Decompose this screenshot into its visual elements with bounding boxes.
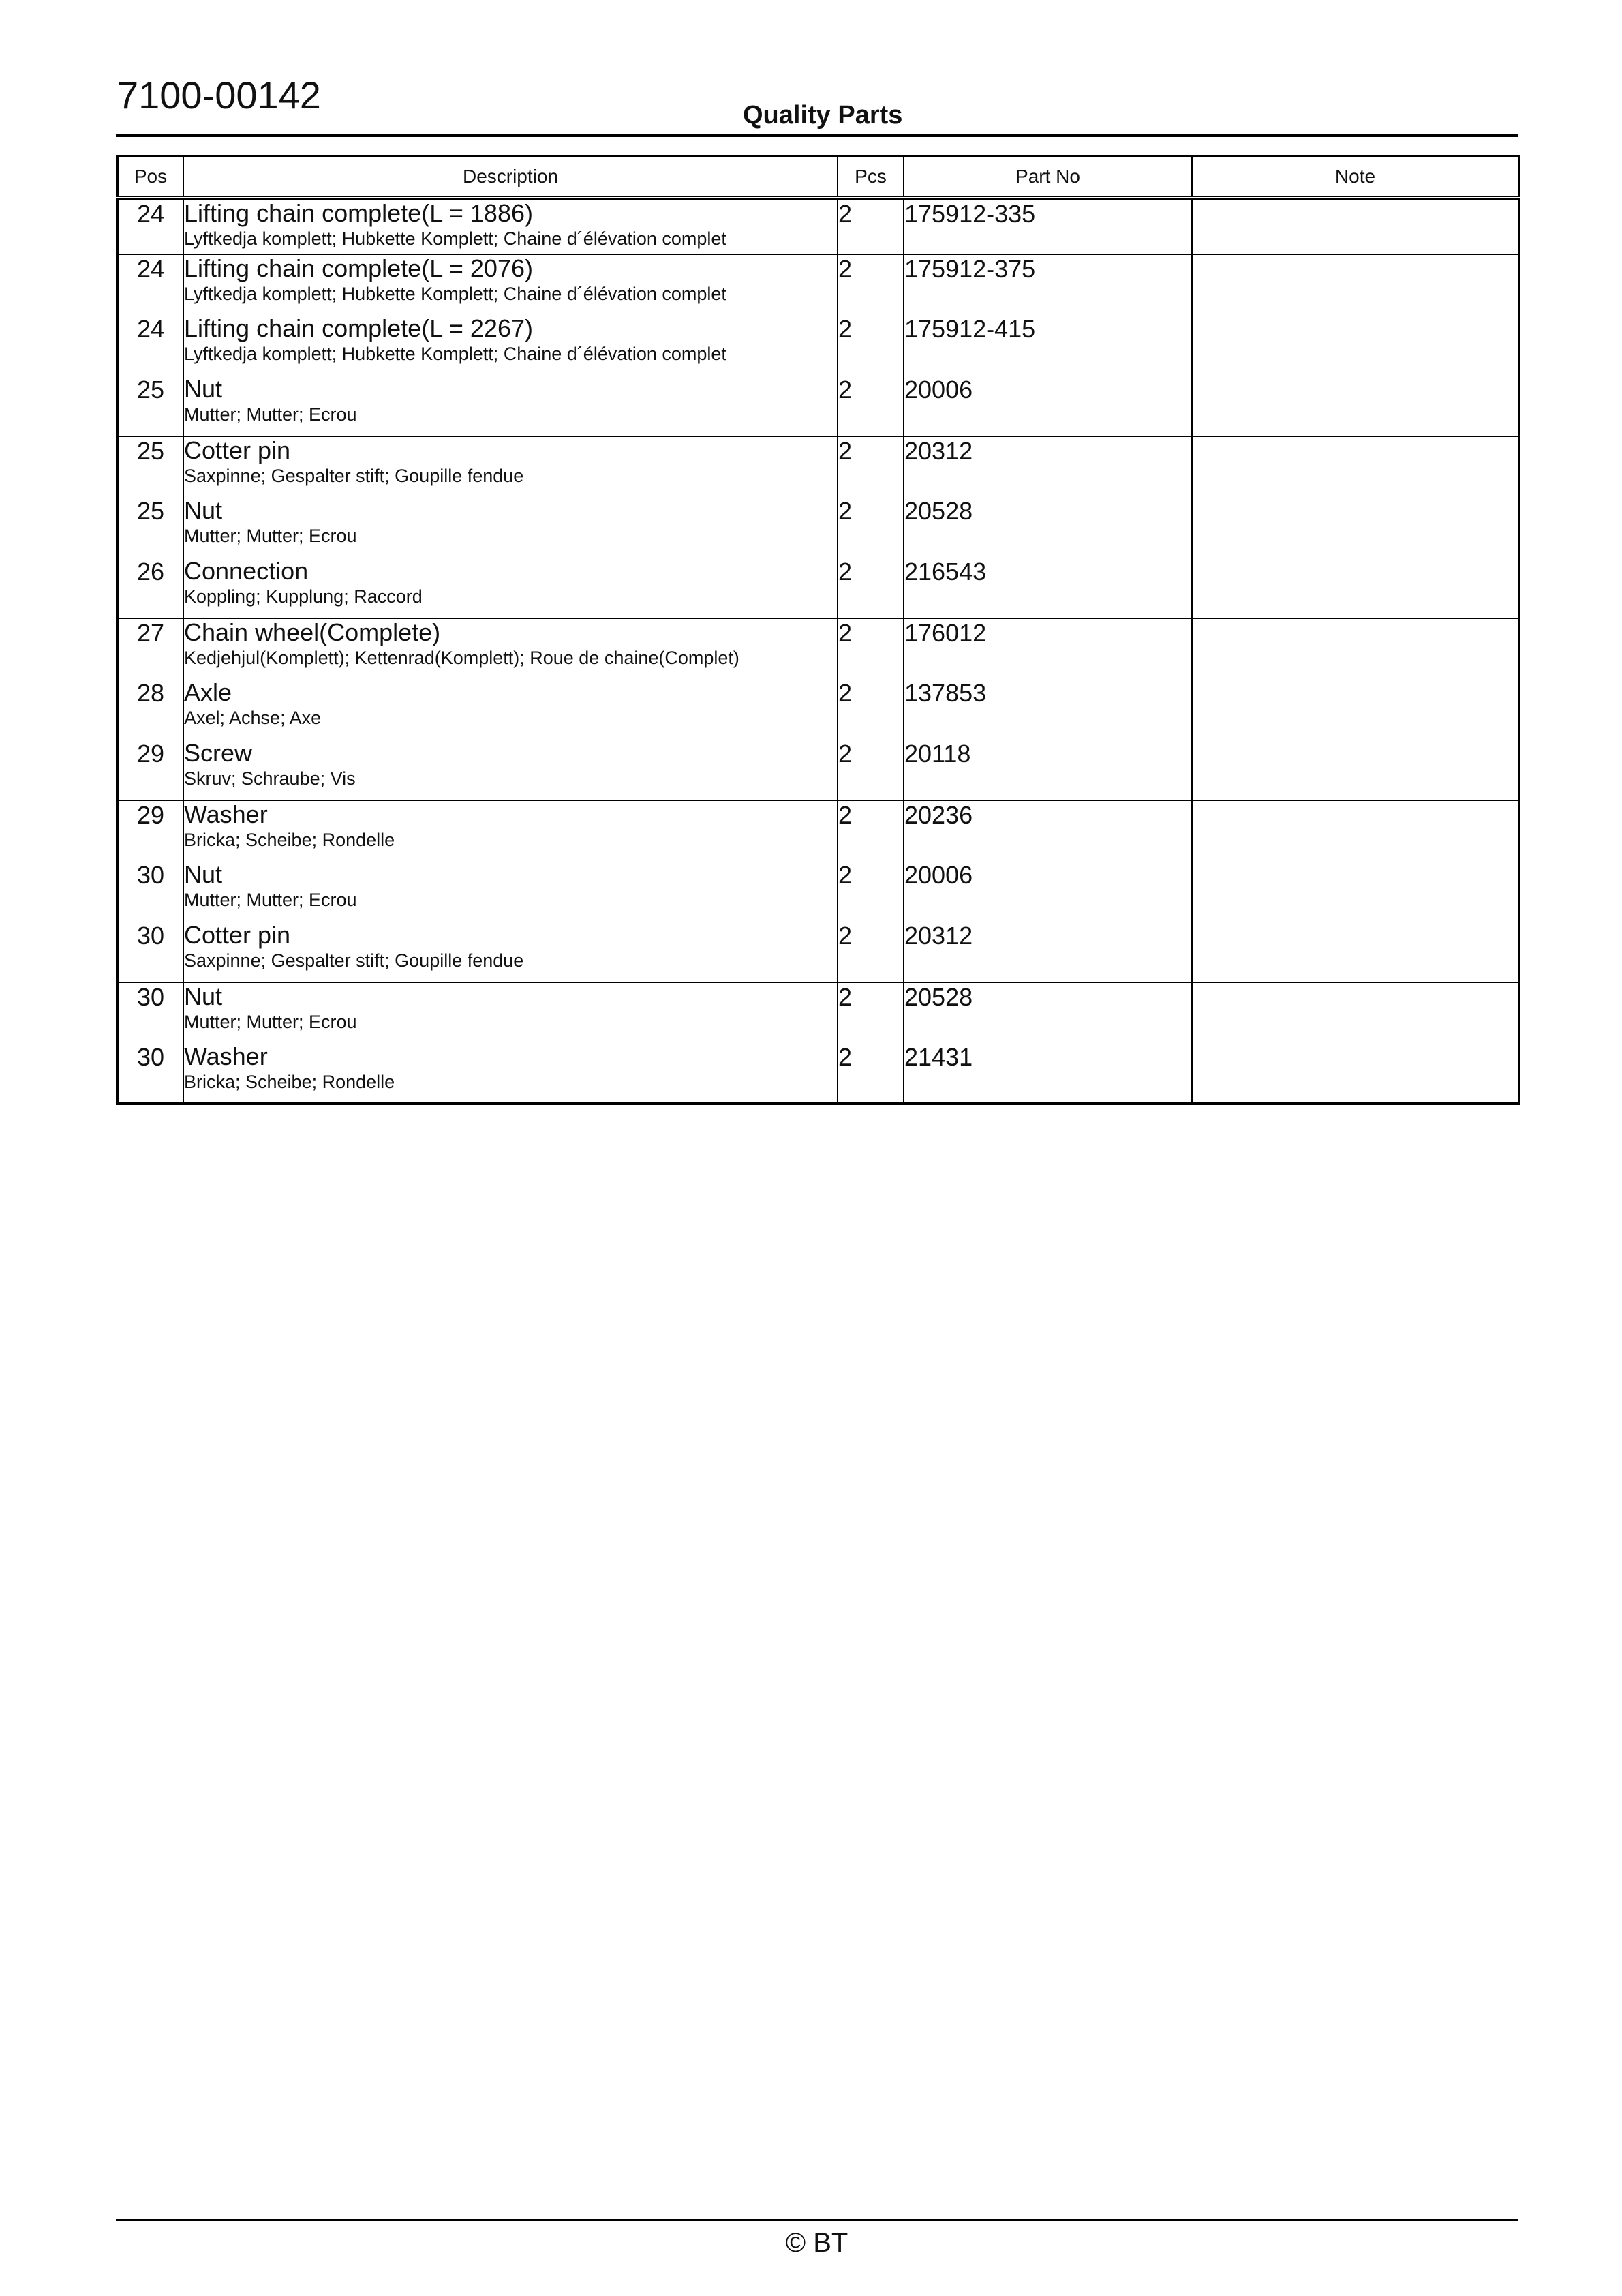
part-name: Nut xyxy=(184,982,223,1010)
pos-cell: 26 xyxy=(117,558,183,618)
note-cell xyxy=(1192,436,1519,497)
part-name: Cotter pin xyxy=(184,921,291,949)
note-cell xyxy=(1192,982,1519,1043)
part-translation: Lyftkedja komplett; Hubkette Komplett; Chaine d´élévation complet xyxy=(184,228,726,249)
part-number-cell: 175912-415 xyxy=(904,315,1192,376)
parts-table xyxy=(116,155,1520,1105)
part-name: Axle xyxy=(184,678,232,706)
pos-cell: 25 xyxy=(117,436,183,497)
part-number-cell: 216543 xyxy=(904,558,1192,618)
description-cell xyxy=(183,436,838,497)
note-cell xyxy=(1192,254,1519,315)
part-translation: Lyftkedja komplett; Hubkette Komplett; Chaine d´élévation complet xyxy=(184,284,726,304)
pos-cell: 24 xyxy=(117,315,183,376)
part-name: Screw xyxy=(184,739,253,767)
part-name: Nut xyxy=(184,860,223,888)
pcs-cell: 2 xyxy=(838,436,904,497)
description-cell xyxy=(183,861,838,922)
pcs-cell: 2 xyxy=(838,740,904,800)
part-name: Lifting chain complete(L = 2076) xyxy=(184,254,533,282)
part-translation: Bricka; Scheibe; Rondelle xyxy=(184,1072,395,1092)
table-row xyxy=(117,558,1519,618)
pos-cell: 30 xyxy=(117,922,183,982)
pos-cell: 24 xyxy=(117,254,183,315)
parts-table-body xyxy=(117,198,1519,1104)
part-number-cell: 20312 xyxy=(904,436,1192,497)
part-translation: Saxpinne; Gespalter stift; Goupille fendue xyxy=(184,950,524,971)
pos-cell: 30 xyxy=(117,861,183,922)
copyright-footer: © BT xyxy=(785,2228,848,2258)
part-number-cell: 20528 xyxy=(904,982,1192,1043)
description-cell xyxy=(183,922,838,982)
note-cell xyxy=(1192,679,1519,740)
description-cell xyxy=(183,800,838,861)
part-translation: Kedjehjul(Komplett); Kettenrad(Komplett); Roue de chaine(Complet) xyxy=(184,648,739,668)
note-cell xyxy=(1192,558,1519,618)
part-number-cell: 137853 xyxy=(904,679,1192,740)
part-number-cell: 21431 xyxy=(904,1043,1192,1104)
note-cell xyxy=(1192,198,1519,254)
part-translation: Lyftkedja komplett; Hubkette Komplett; Chaine d´élévation complet xyxy=(184,344,726,364)
part-number-cell: 20118 xyxy=(904,740,1192,800)
document-number: 7100-00142 xyxy=(117,74,321,117)
pcs-cell: 2 xyxy=(838,982,904,1043)
part-name: Chain wheel(Complete) xyxy=(184,618,441,646)
pcs-cell: 2 xyxy=(838,254,904,315)
table-row xyxy=(117,679,1519,740)
note-cell xyxy=(1192,740,1519,800)
column-header-note: Note xyxy=(1192,156,1519,198)
description-cell xyxy=(183,315,838,376)
note-cell xyxy=(1192,376,1519,436)
pcs-cell: 2 xyxy=(838,800,904,861)
table-row xyxy=(117,376,1519,436)
pcs-cell: 2 xyxy=(838,861,904,922)
part-translation: Mutter; Mutter; Ecrou xyxy=(184,1012,357,1032)
note-cell xyxy=(1192,1043,1519,1104)
description-cell xyxy=(183,679,838,740)
part-number-cell: 20236 xyxy=(904,800,1192,861)
table-row xyxy=(117,618,1519,679)
part-translation: Saxpinne; Gespalter stift; Goupille fendue xyxy=(184,466,524,486)
pcs-cell: 2 xyxy=(838,558,904,618)
description-cell xyxy=(183,198,838,254)
note-cell xyxy=(1192,618,1519,679)
pcs-cell: 2 xyxy=(838,679,904,740)
pcs-cell: 2 xyxy=(838,497,904,558)
pcs-cell: 2 xyxy=(838,618,904,679)
note-cell xyxy=(1192,800,1519,861)
pcs-cell: 2 xyxy=(838,315,904,376)
description-cell xyxy=(183,982,838,1043)
part-translation: Mutter; Mutter; Ecrou xyxy=(184,526,357,546)
table-row xyxy=(117,254,1519,315)
footer-divider xyxy=(116,2219,1518,2221)
table-row xyxy=(117,800,1519,861)
column-header-part-no: Part No xyxy=(904,156,1192,198)
part-name: Nut xyxy=(184,375,223,403)
header-divider xyxy=(116,134,1518,137)
description-cell xyxy=(183,618,838,679)
note-cell xyxy=(1192,922,1519,982)
pcs-cell: 2 xyxy=(838,922,904,982)
table-row xyxy=(117,1043,1519,1104)
description-cell xyxy=(183,497,838,558)
table-row xyxy=(117,497,1519,558)
part-name: Cotter pin xyxy=(184,436,291,464)
part-translation: Koppling; Kupplung; Raccord xyxy=(184,586,423,607)
part-number-cell: 20528 xyxy=(904,497,1192,558)
pos-cell: 27 xyxy=(117,618,183,679)
pos-cell: 24 xyxy=(117,198,183,254)
part-name: Nut xyxy=(184,496,223,524)
table-row xyxy=(117,861,1519,922)
table-row xyxy=(117,198,1519,254)
part-number-cell: 175912-375 xyxy=(904,254,1192,315)
note-cell xyxy=(1192,497,1519,558)
part-number-cell: 175912-335 xyxy=(904,198,1192,254)
note-cell xyxy=(1192,861,1519,922)
table-row xyxy=(117,922,1519,982)
part-name: Lifting chain complete(L = 2267) xyxy=(184,314,533,342)
column-header-pcs: Pcs xyxy=(838,156,904,198)
part-number-cell: 20312 xyxy=(904,922,1192,982)
description-cell xyxy=(183,740,838,800)
pos-cell: 25 xyxy=(117,376,183,436)
part-name: Lifting chain complete(L = 1886) xyxy=(184,199,533,227)
part-number-cell: 20006 xyxy=(904,861,1192,922)
pos-cell: 29 xyxy=(117,740,183,800)
part-number-cell: 20006 xyxy=(904,376,1192,436)
part-translation: Mutter; Mutter; Ecrou xyxy=(184,890,357,910)
part-translation: Bricka; Scheibe; Rondelle xyxy=(184,830,395,850)
table-row xyxy=(117,315,1519,376)
table-row xyxy=(117,436,1519,497)
part-translation: Skruv; Schraube; Vis xyxy=(184,768,356,789)
table-row xyxy=(117,982,1519,1043)
part-name: Washer xyxy=(184,800,268,828)
description-cell xyxy=(183,1043,838,1104)
pos-cell: 30 xyxy=(117,982,183,1043)
page-title: Quality Parts xyxy=(743,101,903,130)
pos-cell: 29 xyxy=(117,800,183,861)
part-name: Washer xyxy=(184,1042,268,1070)
column-header-pos: Pos xyxy=(117,156,183,198)
pcs-cell: 2 xyxy=(838,1043,904,1104)
pos-cell: 25 xyxy=(117,497,183,558)
note-cell xyxy=(1192,315,1519,376)
part-translation: Axel; Achse; Axe xyxy=(184,708,322,728)
table-row xyxy=(117,740,1519,800)
pos-cell: 30 xyxy=(117,1043,183,1104)
pcs-cell: 2 xyxy=(838,198,904,254)
description-cell xyxy=(183,376,838,436)
part-translation: Mutter; Mutter; Ecrou xyxy=(184,404,357,425)
description-cell xyxy=(183,254,838,315)
part-number-cell: 176012 xyxy=(904,618,1192,679)
description-cell xyxy=(183,558,838,618)
pcs-cell: 2 xyxy=(838,376,904,436)
part-name: Connection xyxy=(184,557,309,585)
column-header-description: Description xyxy=(183,156,838,198)
pos-cell: 28 xyxy=(117,679,183,740)
table-header-row xyxy=(117,156,1519,198)
